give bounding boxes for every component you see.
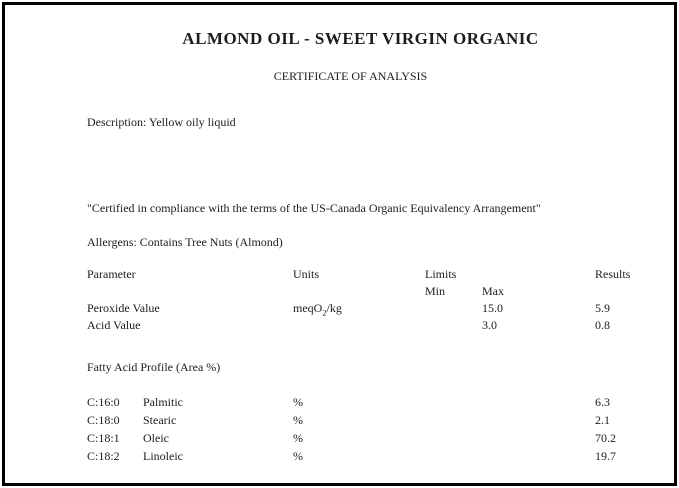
analysis-subheader-row xyxy=(87,283,662,300)
fatty-acid-name: Linoleic xyxy=(143,449,183,463)
col-header-max: Max xyxy=(482,284,504,298)
col-header-results: Results xyxy=(595,267,631,281)
table-row xyxy=(87,317,662,334)
fatty-acid-name: Stearic xyxy=(143,413,177,427)
fatty-acid-code: C:16:0 xyxy=(87,395,120,409)
col-header-parameter: Parameter xyxy=(87,267,136,281)
units-value: % xyxy=(293,449,303,463)
parameter-value: Acid Value xyxy=(87,318,141,332)
min-value xyxy=(425,300,482,317)
result-value: 6.3 xyxy=(595,395,610,409)
col-header-units: Units xyxy=(293,267,320,281)
analysis-table xyxy=(87,266,662,334)
fatty-acid-code: C:18:1 xyxy=(87,431,120,445)
parameter-value: Peroxide Value xyxy=(87,301,160,315)
max-value: 15.0 xyxy=(482,301,503,315)
table-row xyxy=(87,411,662,429)
fatty-acid-profile-heading: Fatty Acid Profile (Area %) xyxy=(87,360,221,374)
result-value: 0.8 xyxy=(595,318,610,332)
certificate-page xyxy=(2,2,677,486)
fatty-acid-name: Oleic xyxy=(143,431,169,445)
result-value: 19.7 xyxy=(595,449,616,463)
result-value: 5.9 xyxy=(595,301,610,315)
allergens-statement: Allergens: Contains Tree Nuts (Almond) xyxy=(87,235,283,249)
table-row xyxy=(87,393,662,411)
fatty-acid-table xyxy=(87,393,662,465)
units-value: % xyxy=(293,431,303,445)
col-header-limits: Limits xyxy=(425,267,457,281)
col-header-min: Min xyxy=(425,284,446,298)
max-value: 3.0 xyxy=(482,318,497,332)
min-value xyxy=(425,317,482,334)
document-title: ALMOND OIL - SWEET VIRGIN ORGANIC xyxy=(182,29,539,48)
result-value: 70.2 xyxy=(595,431,616,445)
document-subtitle: CERTIFICATE OF ANALYSIS xyxy=(273,69,428,83)
fatty-acid-name: Palmitic xyxy=(143,395,183,409)
analysis-header-row xyxy=(87,266,662,283)
units-value xyxy=(293,317,425,334)
fatty-acid-code: C:18:2 xyxy=(87,449,120,463)
fatty-acid-code: C:18:0 xyxy=(87,413,120,427)
table-row xyxy=(87,447,662,465)
result-value: 2.1 xyxy=(595,413,610,427)
units-value: % xyxy=(293,413,303,427)
units-value: % xyxy=(293,395,303,409)
table-row xyxy=(87,429,662,447)
units-value: meqO$_2$/kg xyxy=(293,301,342,318)
table-row xyxy=(87,300,662,317)
certification-statement: "Certified in compliance with the terms of the US-Canada Organic Equivalency Arrangement" xyxy=(87,201,541,215)
description-line: Description: Yellow oily liquid xyxy=(87,115,236,129)
